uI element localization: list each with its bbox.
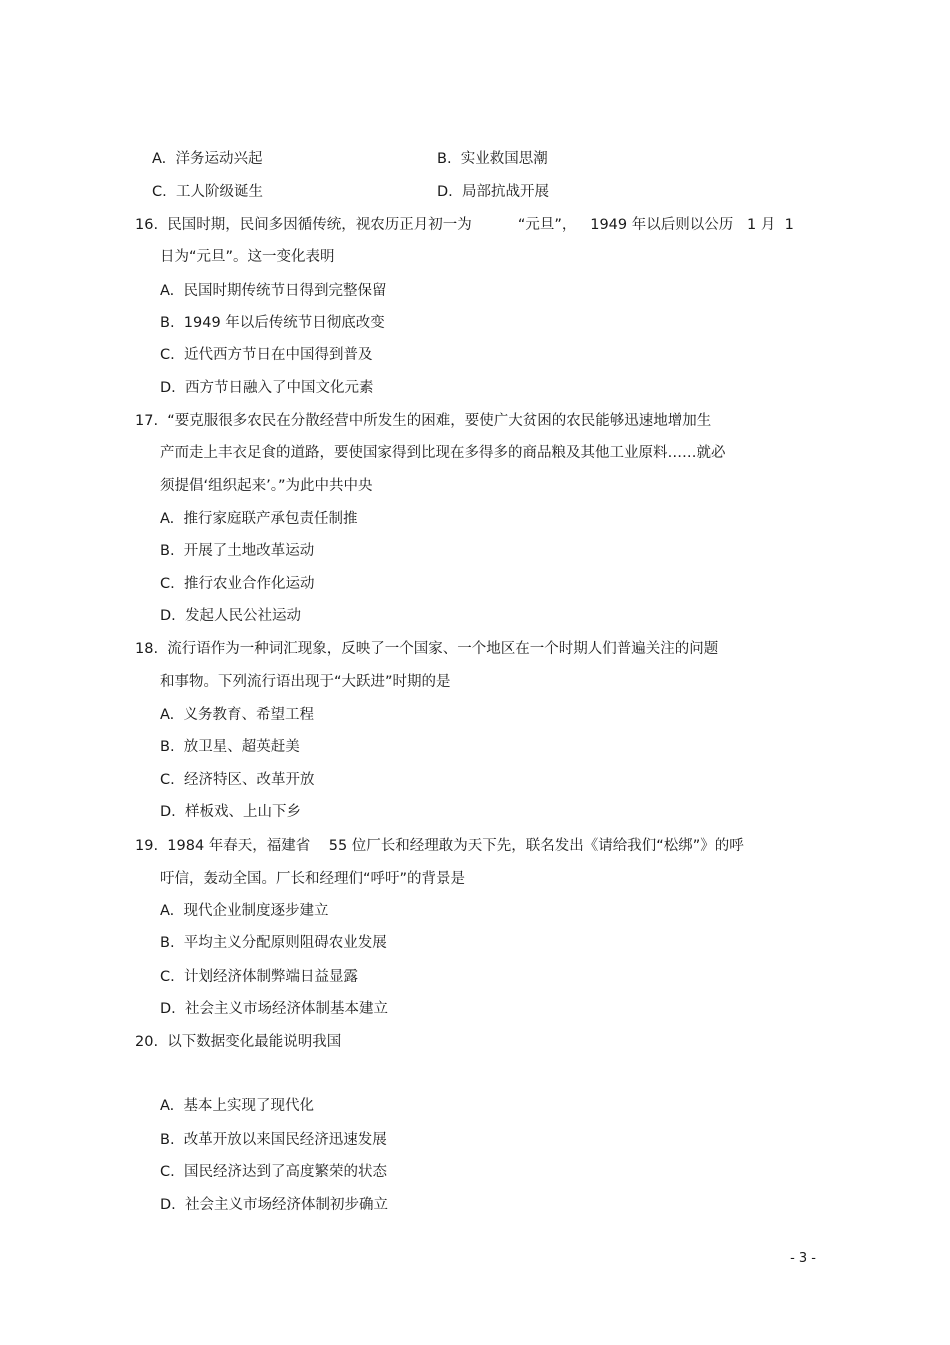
q16-option-b: B. 1949 年以后传统节日彻底改变 bbox=[160, 315, 385, 331]
q17-option-d: D. 发起人民公社运动 bbox=[160, 608, 301, 624]
q16-option-a: A. 民国时期传统节日得到完整保留 bbox=[160, 283, 387, 299]
q16-stem-line-1: 16. 民国时期，民间多因循传统，视农历正月初一为 “元旦”， 1949 年以后则以公历 1 月 1 bbox=[135, 217, 794, 233]
q15-option-b: B. 实业救国思潮 bbox=[437, 151, 548, 167]
q15-option-a: A. 洋务运动兴起 bbox=[152, 151, 263, 167]
q15-option-c: C. 工人阶级诞生 bbox=[152, 184, 263, 200]
q15-option-d: D. 局部抗战开展 bbox=[437, 184, 549, 200]
q17-option-b: B. 开展了土地改革运动 bbox=[160, 543, 315, 559]
q18-option-b: B. 放卫星、超英赶美 bbox=[160, 739, 300, 755]
q17-option-a: A. 推行家庭联产承包责任制推 bbox=[160, 511, 358, 527]
q18-stem-line-1: 18. 流行语作为一种词汇现象，反映了一个国家、一个地区在一个时期人们普遍关注的问题 bbox=[135, 641, 719, 657]
q19-option-d: D. 社会主义市场经济体制基本建立 bbox=[160, 1001, 388, 1017]
q19-option-b: B. 平均主义分配原则阻碍农业发展 bbox=[160, 935, 387, 951]
page-number: - 3 - bbox=[790, 1251, 816, 1266]
q18-option-a: A. 义务教育、希望工程 bbox=[160, 707, 314, 723]
q17-stem-line-3: 须提倡‘组织起来’。”为此中共中央 bbox=[160, 478, 373, 494]
q18-option-c: C. 经济特区、改革开放 bbox=[160, 772, 315, 788]
q20-option-b: B. 改革开放以来国民经济迅速发展 bbox=[160, 1132, 387, 1148]
q16-stem-line-2: 日为“元旦”。这一变化表明 bbox=[160, 249, 335, 265]
q19-option-a: A. 现代企业制度逐步建立 bbox=[160, 903, 329, 919]
q20-option-d: D. 社会主义市场经济体制初步确立 bbox=[160, 1197, 388, 1213]
q16-option-d: D. 西方节日融入了中国文化元素 bbox=[160, 380, 374, 396]
q19-stem-line-1: 19. 1984 年春天，福建省 55 位厂长和经理敢为天下先，联名发出《请给我们“松绑”》的呼 bbox=[135, 838, 744, 854]
q20-option-c: C. 国民经济达到了高度繁荣的状态 bbox=[160, 1164, 387, 1180]
q17-stem-line-1: 17. “要克服很多农民在分散经营中所发生的困难，要使广大贫困的农民能够迅速地增加生 bbox=[135, 413, 712, 429]
q17-option-c: C. 推行农业合作化运动 bbox=[160, 576, 315, 592]
q19-option-c: C. 计划经济体制弊端日益显露 bbox=[160, 969, 358, 985]
q20-option-a: A. 基本上实现了现代化 bbox=[160, 1098, 314, 1114]
q18-option-d: D. 样板戏、上山下乡 bbox=[160, 804, 301, 820]
q18-stem-line-2: 和事物。下列流行语出现于“大跃进”时期的是 bbox=[160, 674, 451, 690]
q20-stem-line-1: 20. 以下数据变化最能说明我国 bbox=[135, 1034, 342, 1050]
q19-stem-line-2: 吁信，轰动全国。厂长和经理们“呼吁”的背景是 bbox=[160, 871, 466, 887]
q16-option-c: C. 近代西方节日在中国得到普及 bbox=[160, 347, 373, 363]
q17-stem-line-2: 产而走上丰衣足食的道路，要使国家得到比现在多得多的商品粮及其他工业原料……就必 bbox=[160, 445, 726, 461]
